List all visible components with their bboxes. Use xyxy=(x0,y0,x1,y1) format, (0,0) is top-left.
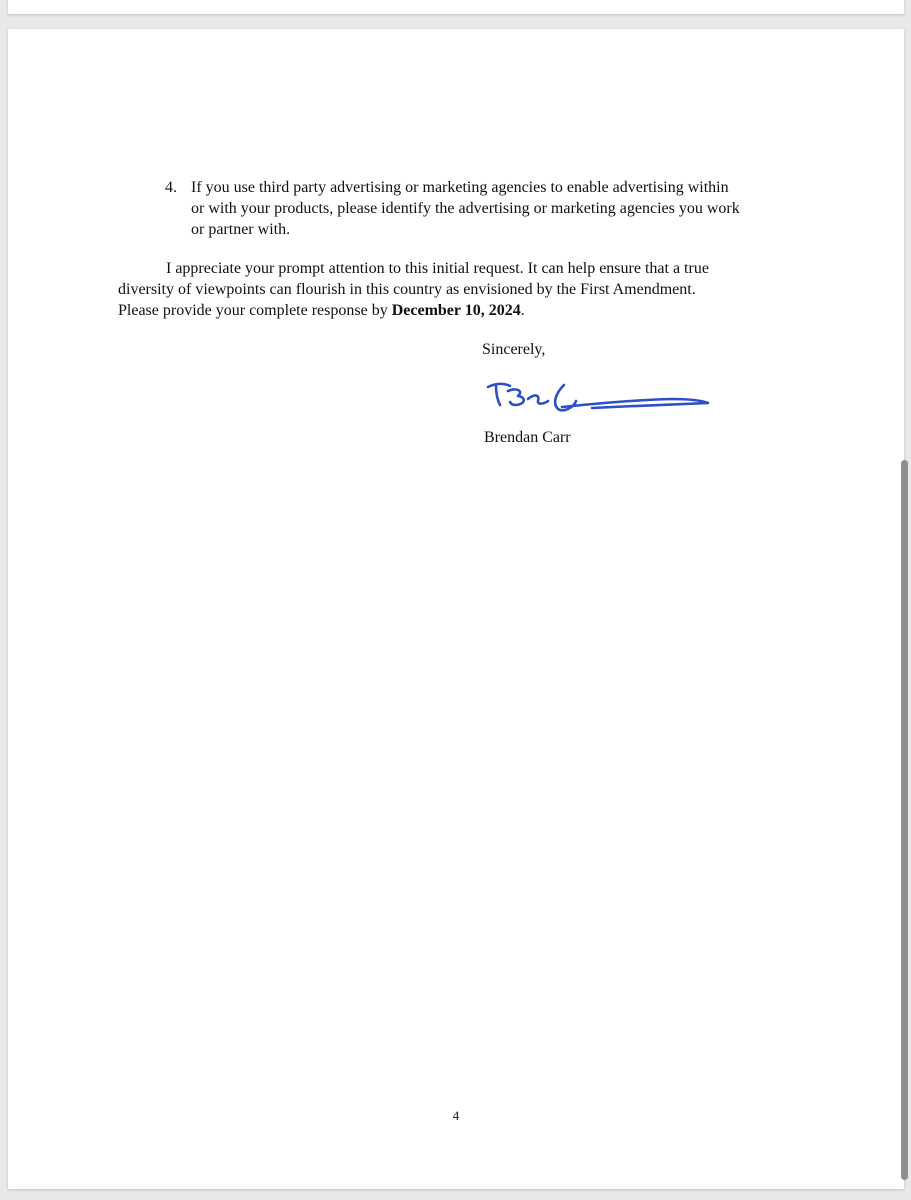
scrollbar-thumb[interactable] xyxy=(901,460,908,1180)
list-item-text xyxy=(191,177,811,240)
list-item-line: If you use third party advertising or marketing agencies to enable advertising within xyxy=(191,179,729,196)
list-item-line: or partner with. xyxy=(191,221,291,238)
previous-page-edge xyxy=(8,0,904,14)
closing-paragraph xyxy=(118,258,798,321)
closing-line: diversity of viewpoints can flourish in this country as envisioned by the First Amendment. xyxy=(118,281,696,298)
list-item-line: or with your products, please identify the advertising or marketing agencies you work xyxy=(191,200,740,217)
page-number: 4 xyxy=(452,1108,460,1123)
deadline-date: December 10, 2024 xyxy=(391,302,521,319)
signature-graphic xyxy=(482,377,722,425)
closing-line: I appreciate your prompt attention to this initial request. It can help ensure that a true xyxy=(166,260,709,277)
vertical-scrollbar[interactable] xyxy=(897,0,911,1200)
signer-name: Brendan Carr xyxy=(484,429,571,446)
list-item-number: 4. xyxy=(165,179,177,196)
closing-line: Please provide your complete response by December 10, 2024. xyxy=(118,302,525,319)
sign-off: Sincerely, xyxy=(482,341,546,358)
document-page xyxy=(8,29,904,1189)
